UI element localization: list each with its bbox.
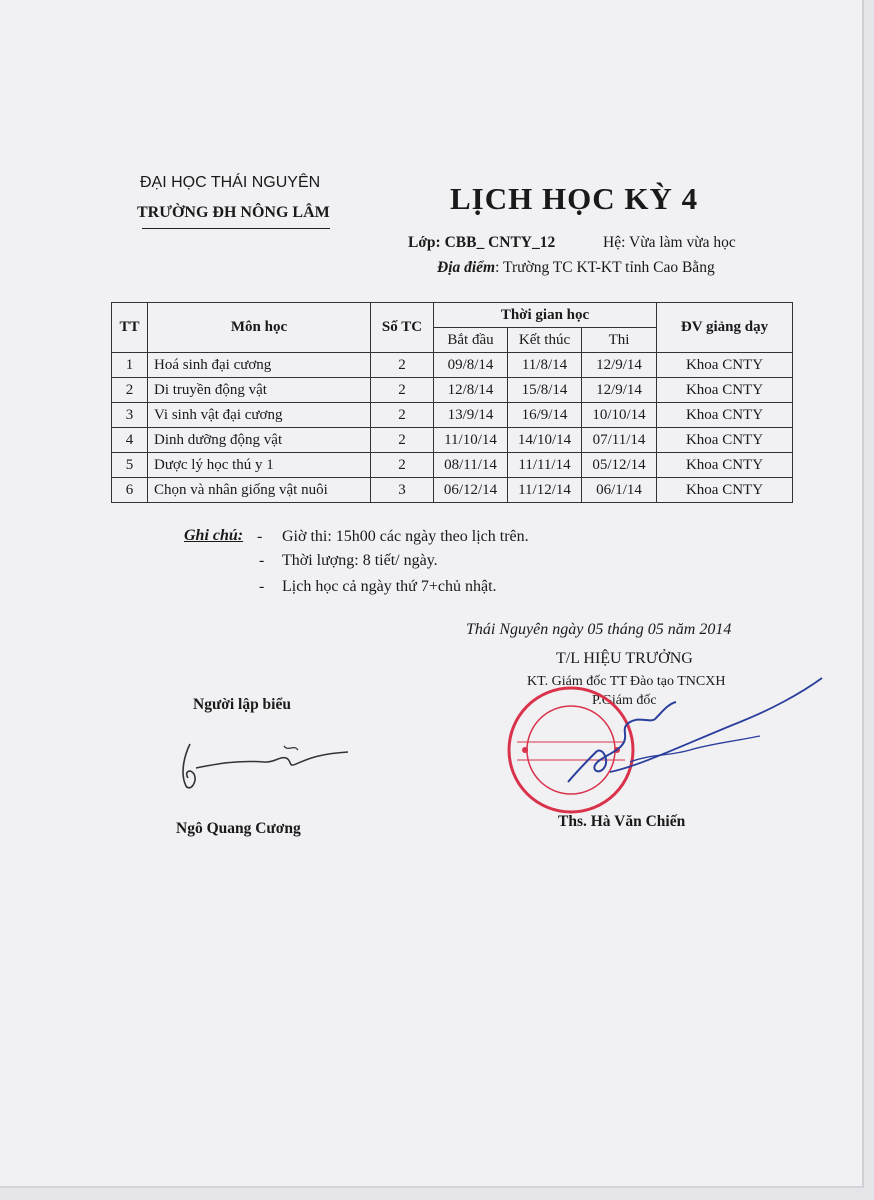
cell-end: 11/12/14 xyxy=(508,478,582,503)
cell-subject: Vi sinh vật đại cương xyxy=(148,403,371,428)
cell-subject: Chọn và nhân giống vật nuôi xyxy=(148,478,371,503)
director-signature-icon xyxy=(560,672,830,792)
cell-end: 11/8/14 xyxy=(508,353,582,378)
table-row xyxy=(112,478,793,503)
cell-subject: Hoá sinh đại cương xyxy=(148,353,371,378)
cell-credits: 2 xyxy=(371,353,434,378)
table-row xyxy=(112,378,793,403)
class-value: CBB_ CNTY_12 xyxy=(444,234,556,251)
cell-exam: 12/9/14 xyxy=(582,353,657,378)
header-time: Thời gian học xyxy=(434,303,657,328)
cell-exam: 10/10/14 xyxy=(582,403,657,428)
system-value: Vừa làm vừa học xyxy=(629,234,736,251)
schedule-table xyxy=(111,302,793,503)
location-value: : Trường TC KT-KT tỉnh Cao Bằng xyxy=(495,259,715,276)
cell-unit: Khoa CNTY xyxy=(657,453,793,478)
date-line: Thái Nguyên ngày 05 tháng 05 năm 2014 xyxy=(466,621,732,638)
cell-unit: Khoa CNTY xyxy=(657,478,793,503)
table-row xyxy=(112,403,793,428)
note-bullet: - xyxy=(259,578,265,595)
cell-start: 06/12/14 xyxy=(434,478,508,503)
cell-subject: Di truyền động vật xyxy=(148,378,371,403)
cell-tt: 3 xyxy=(112,403,148,428)
table-row xyxy=(112,428,793,453)
note-item: Giờ thi: 15h00 các ngày theo lịch trên. xyxy=(282,528,529,545)
cell-start: 11/10/14 xyxy=(434,428,508,453)
cell-credits: 2 xyxy=(371,428,434,453)
maker-name: Ngô Quang Cương xyxy=(176,820,301,837)
cell-unit: Khoa CNTY xyxy=(657,378,793,403)
university-name: ĐẠI HỌC THÁI NGUYÊN xyxy=(140,174,321,191)
school-underline xyxy=(142,228,330,229)
cell-unit: Khoa CNTY xyxy=(657,403,793,428)
cell-tt: 4 xyxy=(112,428,148,453)
notes-label: Ghi chú: xyxy=(184,527,244,544)
cell-end: 16/9/14 xyxy=(508,403,582,428)
schedule-title: LỊCH HỌC KỲ 4 xyxy=(450,181,699,216)
cell-start: 09/8/14 xyxy=(434,353,508,378)
class-info xyxy=(408,234,736,252)
note-item: Thời lượng: 8 tiết/ ngày. xyxy=(282,552,438,569)
cell-start: 08/11/14 xyxy=(434,453,508,478)
school-name: TRƯỜNG ĐH NÔNG LÂM xyxy=(137,204,330,221)
cell-exam: 12/9/14 xyxy=(582,378,657,403)
cell-exam: 05/12/14 xyxy=(582,453,657,478)
maker-signature-icon xyxy=(176,734,351,804)
location-info xyxy=(437,259,715,277)
cell-credits: 2 xyxy=(371,453,434,478)
note-bullet: - xyxy=(257,528,263,545)
table-row xyxy=(112,353,793,378)
maker-title: Người lập biểu xyxy=(193,696,291,713)
header-start: Bắt đầu xyxy=(434,328,508,353)
director-name: Ths. Hà Văn Chiến xyxy=(558,813,686,830)
header-exam: Thi xyxy=(582,328,657,353)
header-end: Kết thúc xyxy=(508,328,582,353)
header-unit: ĐV giảng dạy xyxy=(657,303,793,353)
cell-exam: 06/1/14 xyxy=(582,478,657,503)
cell-subject: Dược lý học thú y 1 xyxy=(148,453,371,478)
cell-credits: 2 xyxy=(371,378,434,403)
note-item: Lịch học cả ngày thứ 7+chủ nhật. xyxy=(282,578,497,595)
cell-credits: 3 xyxy=(371,478,434,503)
header-tt: TT xyxy=(112,303,148,353)
cell-start: 12/8/14 xyxy=(434,378,508,403)
note-bullet: - xyxy=(259,552,265,569)
table-row xyxy=(112,453,793,478)
cell-credits: 2 xyxy=(371,403,434,428)
cell-end: 15/8/14 xyxy=(508,378,582,403)
cell-exam: 07/11/14 xyxy=(582,428,657,453)
cell-tt: 5 xyxy=(112,453,148,478)
cell-end: 14/10/14 xyxy=(508,428,582,453)
cell-tt: 6 xyxy=(112,478,148,503)
cell-tt: 2 xyxy=(112,378,148,403)
header-credits: Số TC xyxy=(371,303,434,353)
cell-end: 11/11/14 xyxy=(508,453,582,478)
signatory-subrole: KT. Giám đốc TT Đào tạo TNCXH xyxy=(527,674,726,689)
cell-unit: Khoa CNTY xyxy=(657,353,793,378)
signatory-role: T/L HIỆU TRƯỞNG xyxy=(556,650,693,667)
signatory-position: P.Giám đốc xyxy=(592,693,657,708)
cell-start: 13/9/14 xyxy=(434,403,508,428)
system-label: Hệ: xyxy=(603,234,626,251)
header-subject: Môn học xyxy=(148,303,371,353)
cell-tt: 1 xyxy=(112,353,148,378)
cell-unit: Khoa CNTY xyxy=(657,428,793,453)
location-label: Địa điểm xyxy=(437,259,496,276)
cell-subject: Dinh dưỡng động vật xyxy=(148,428,371,453)
class-label: Lớp: xyxy=(408,234,441,251)
